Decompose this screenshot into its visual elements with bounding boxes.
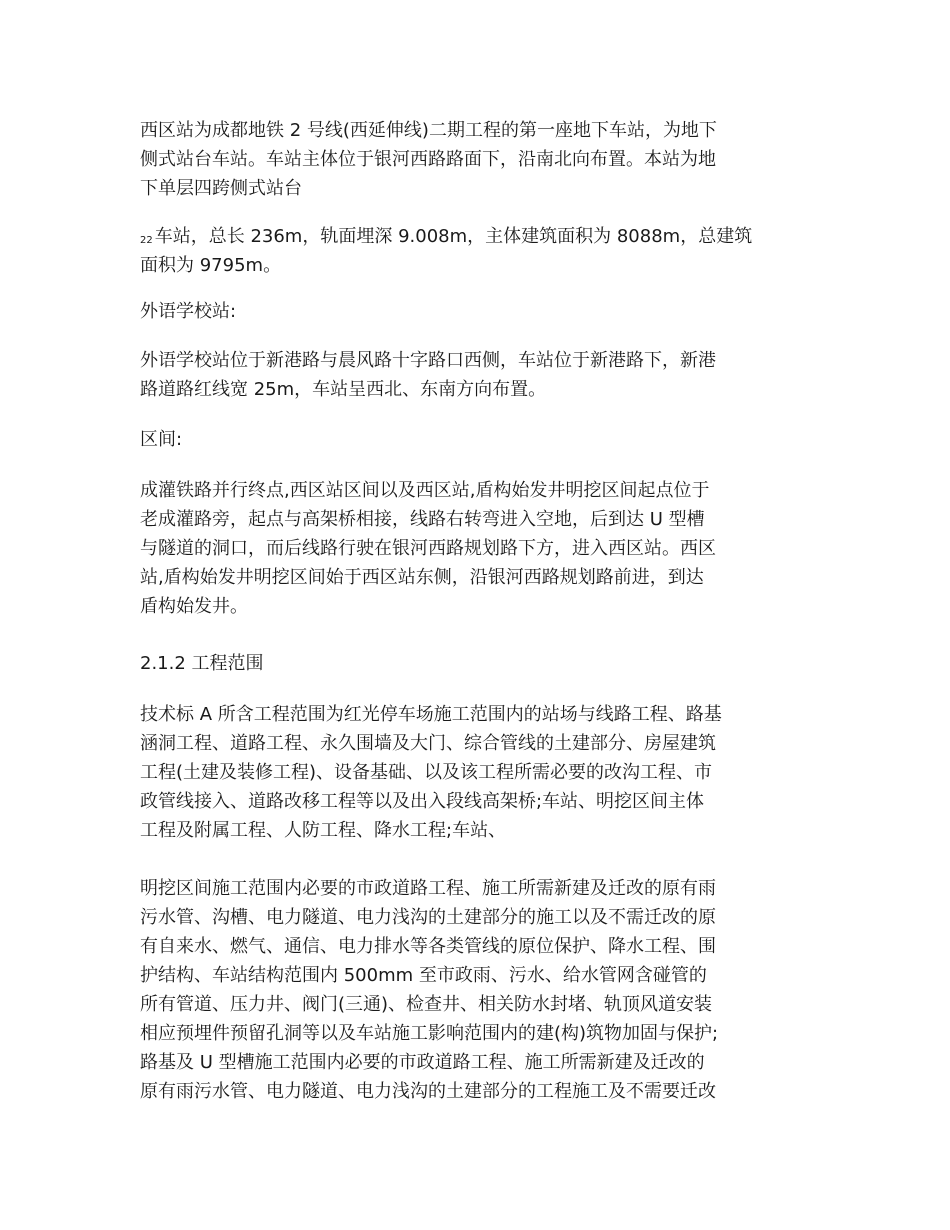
text-line: 下单层四跨侧式站台 — [140, 178, 302, 199]
text-line: 工程及附属工程、人防工程、降水工程;车站、 — [140, 820, 507, 841]
paragraph-west-station — [140, 116, 820, 203]
text-line: 2.1.2 工程范围 — [140, 653, 264, 674]
small-prefix: 22 — [140, 235, 153, 246]
heading-foreign-school-station — [140, 297, 820, 326]
text-line: 工程(土建及装修工程)、设备基础、以及该工程所需必要的改沟工程、市 — [140, 762, 713, 783]
text-line: 成灌铁路并行终点,西区站区间以及西区站,盾构始发井明挖区间起点位于 — [140, 480, 710, 501]
text-line: 与隧道的洞口，而后线路行驶在银河西路规划路下方，进入西区站。西区 — [140, 538, 716, 559]
text-line: 技术标 A 所含工程范围为红光停车场施工范围内的站场与线路工程、路基 — [140, 704, 722, 725]
text-line: 有自来水、燃气、通信、电力排水等各类管线的原位保护、降水工程、围 — [140, 936, 716, 957]
heading-section — [140, 425, 820, 454]
text-line: 外语学校站: — [140, 301, 237, 322]
text-line: 路道路红线宽 25m，车站呈西北、东南方向布置。 — [140, 379, 547, 400]
paragraph-section-route — [140, 476, 820, 621]
text-line: 站,盾构始发井明挖区间始于西区站东侧，沿银河西路规划路前进，到达 — [140, 567, 704, 588]
text-line: 相应预埋件预留孔洞等以及车站施工影响范围内的建(构)筑物加固与保护; — [140, 1023, 719, 1044]
text-line: 原有雨污水管、电力隧道、电力浅沟的土建部分的工程施工及不需要迁改 — [140, 1081, 716, 1102]
text-line: 明挖区间施工范围内必要的市政道路工程、施工所需新建及迁改的原有雨 — [140, 878, 716, 899]
text-line: 外语学校站位于新港路与晨风路十字路口西侧，车站位于新港路下，新港 — [140, 350, 716, 371]
paragraph-station-dimensions — [140, 222, 820, 280]
paragraph-foreign-school-station — [140, 346, 820, 404]
text-line — [140, 222, 820, 251]
text-line: 污水管、沟槽、电力隧道、电力浅沟的土建部分的施工以及不需迁改的原 — [140, 907, 716, 928]
text-line: 盾构始发井。 — [140, 596, 248, 617]
paragraph-scope-details — [140, 874, 820, 1106]
heading-scope — [140, 649, 820, 678]
text-line: 护结构、车站结构范围内 500mm 至市政雨、污水、给水管网含碰管的 — [140, 965, 707, 986]
text-line-content: 车站，总长 236m，轨面埋深 9.008m，主体建筑面积为 8088m，总建筑 — [154, 226, 753, 247]
text-line: 区间: — [140, 429, 183, 450]
text-line: 涵洞工程、道路工程、永久围墙及大门、综合管线的土建部分、房屋建筑 — [140, 733, 716, 754]
text-line: 西区站为成都地铁 2 号线(西延伸线)二期工程的第一座地下车站，为地下 — [140, 120, 717, 141]
text-line: 政管线接入、道路改移工程等以及出入段线高架桥;车站、明挖区间主体 — [140, 791, 705, 812]
text-line: 侧式站台车站。车站主体位于银河西路路面下，沿南北向布置。本站为地 — [140, 149, 716, 170]
paragraph-scope-a — [140, 700, 820, 845]
text-line: 面积为 9795m。 — [140, 255, 282, 276]
text-line: 所有管道、压力井、阀门(三通)、检查井、相关防水封堵、轨顶风道安装 — [140, 994, 713, 1015]
text-line: 路基及 U 型槽施工范围内必要的市政道路工程、施工所需新建及迁改的 — [140, 1052, 705, 1073]
text-line: 老成灌路旁，起点与高架桥相接，线路右转弯进入空地，后到达 U 型槽 — [140, 509, 705, 530]
